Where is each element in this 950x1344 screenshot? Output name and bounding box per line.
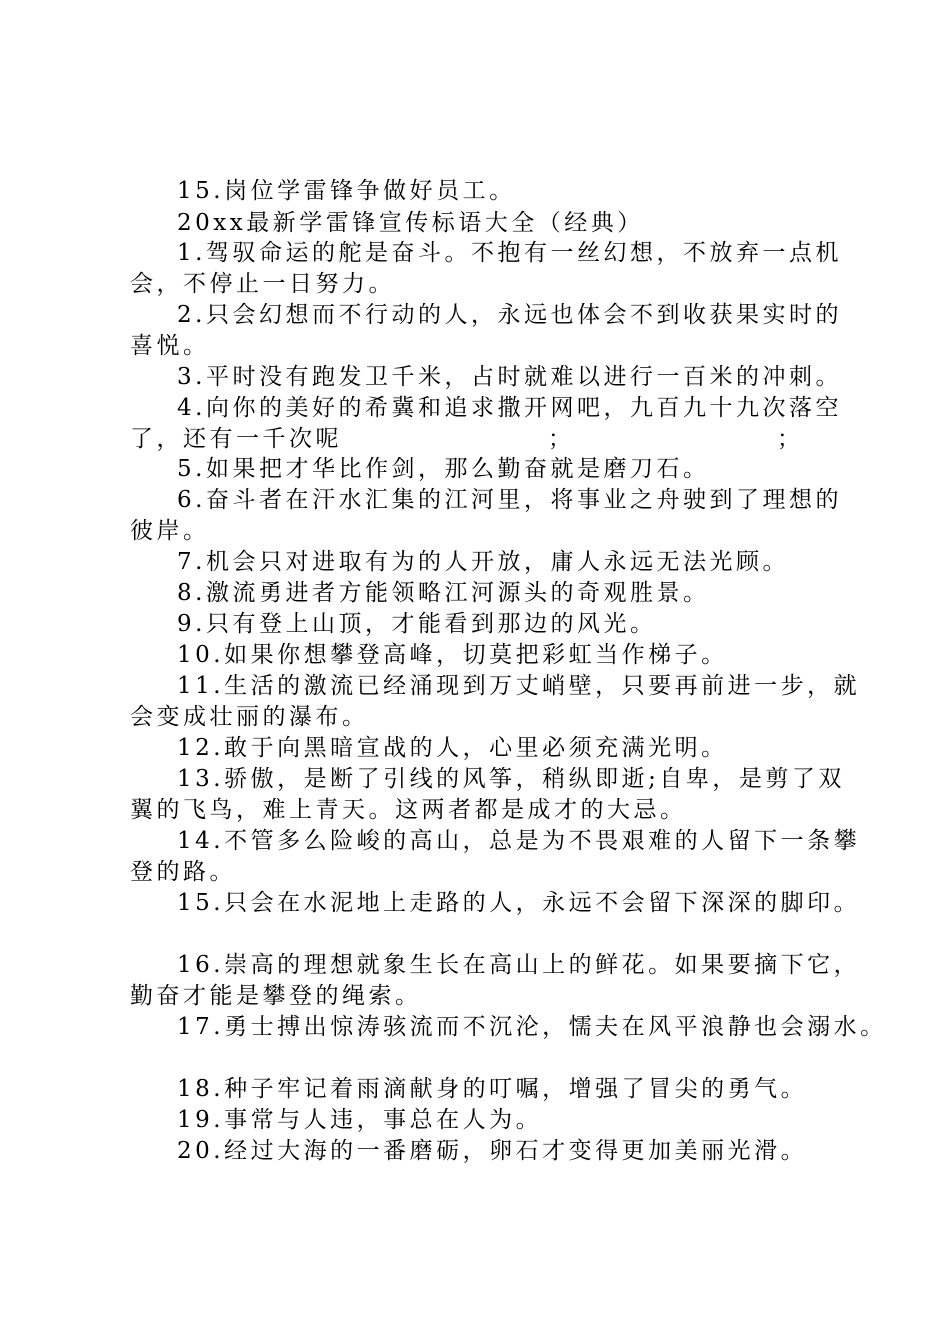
text-line: 15.只会在水泥地上走路的人，永远不会留下深深的脚印。 xyxy=(177,890,861,916)
text-line: 11.生活的激流已经涌现到万丈峭壁，只要再前进一步，就 xyxy=(177,673,861,699)
text-line: 10.如果你想攀登高峰，切莫把彩虹当作梯子。 xyxy=(177,642,728,668)
text-line: 会变成壮丽的瀑布。 xyxy=(130,704,369,730)
text-line: 会，不停止一日努力。 xyxy=(130,271,395,297)
text-line: 12.敢于向黑暗宣战的人，心里必须充满光明。 xyxy=(177,735,728,761)
text-line: 18.种子牢记着雨滴献身的叮嘱，增强了冒尖的勇气。 xyxy=(177,1076,808,1102)
text-line: 13.骄傲，是断了引线的风筝，稍纵即逝;自卑，是剪了双 xyxy=(177,766,845,792)
text-line: 2.只会幻想而不行动的人，永远也体会不到收获果实时的 xyxy=(177,302,842,328)
text-line: 彼岸。 xyxy=(130,518,210,544)
text-line: 喜悦。 xyxy=(130,333,210,359)
text-line: 9.只有登上山顶，才能看到那边的风光。 xyxy=(177,611,657,637)
text-line: 8.激流勇进者方能领略江河源头的奇观胜景。 xyxy=(177,580,710,606)
text-line: 勤奋才能是攀登的绳索。 xyxy=(130,983,422,1009)
text-line: 19.事常与人违，事总在人为。 xyxy=(177,1107,543,1133)
semicolon-mark: ； xyxy=(548,426,575,452)
text-line: 4.向你的美好的希冀和追求撒开网吧，九百九十九次落空 xyxy=(177,395,842,421)
text-line: 5.如果把才华比作剑，那么勤奋就是磨刀石。 xyxy=(177,456,710,482)
text-line: 3.平时没有跑发卫千米，占时就难以进行一百米的冲刺。 xyxy=(177,364,842,390)
text-line: 20.经过大海的一番磨砺，卵石才变得更加美丽光滑。 xyxy=(177,1138,808,1164)
text-line: 翼的飞鸟，难上青天。这两者都是成才的大忌。 xyxy=(130,797,687,823)
text-line: 14.不管多么险峻的高山，总是为不畏艰难的人留下一条攀 xyxy=(177,828,861,854)
text-line: 17.勇士搏出惊涛骇流而不沉沦，懦夫在风平浪静也会溺水。 xyxy=(177,1014,887,1040)
text-line: 1.驾驭命运的舵是奋斗。不抱有一丝幻想，不放弃一点机 xyxy=(177,240,842,266)
semicolon-mark: ； xyxy=(777,426,804,452)
text-line: 了，还有一千次呢 xyxy=(130,426,342,452)
text-line: 6.奋斗者在汗水汇集的江河里，将事业之舟驶到了理想的 xyxy=(177,487,842,513)
text-line: 登的路。 xyxy=(130,859,236,885)
text-line: 7.机会只对进取有为的人开放，庸人永远无法光顾。 xyxy=(177,549,789,575)
text-line: 16.崇高的理想就象生长在高山上的鲜花。如果要摘下它， xyxy=(177,952,861,978)
text-line: 15.岗位学雷锋争做好员工。 xyxy=(177,178,516,204)
section-heading: 20xx最新学雷锋宣传标语大全（经典） xyxy=(177,210,644,236)
